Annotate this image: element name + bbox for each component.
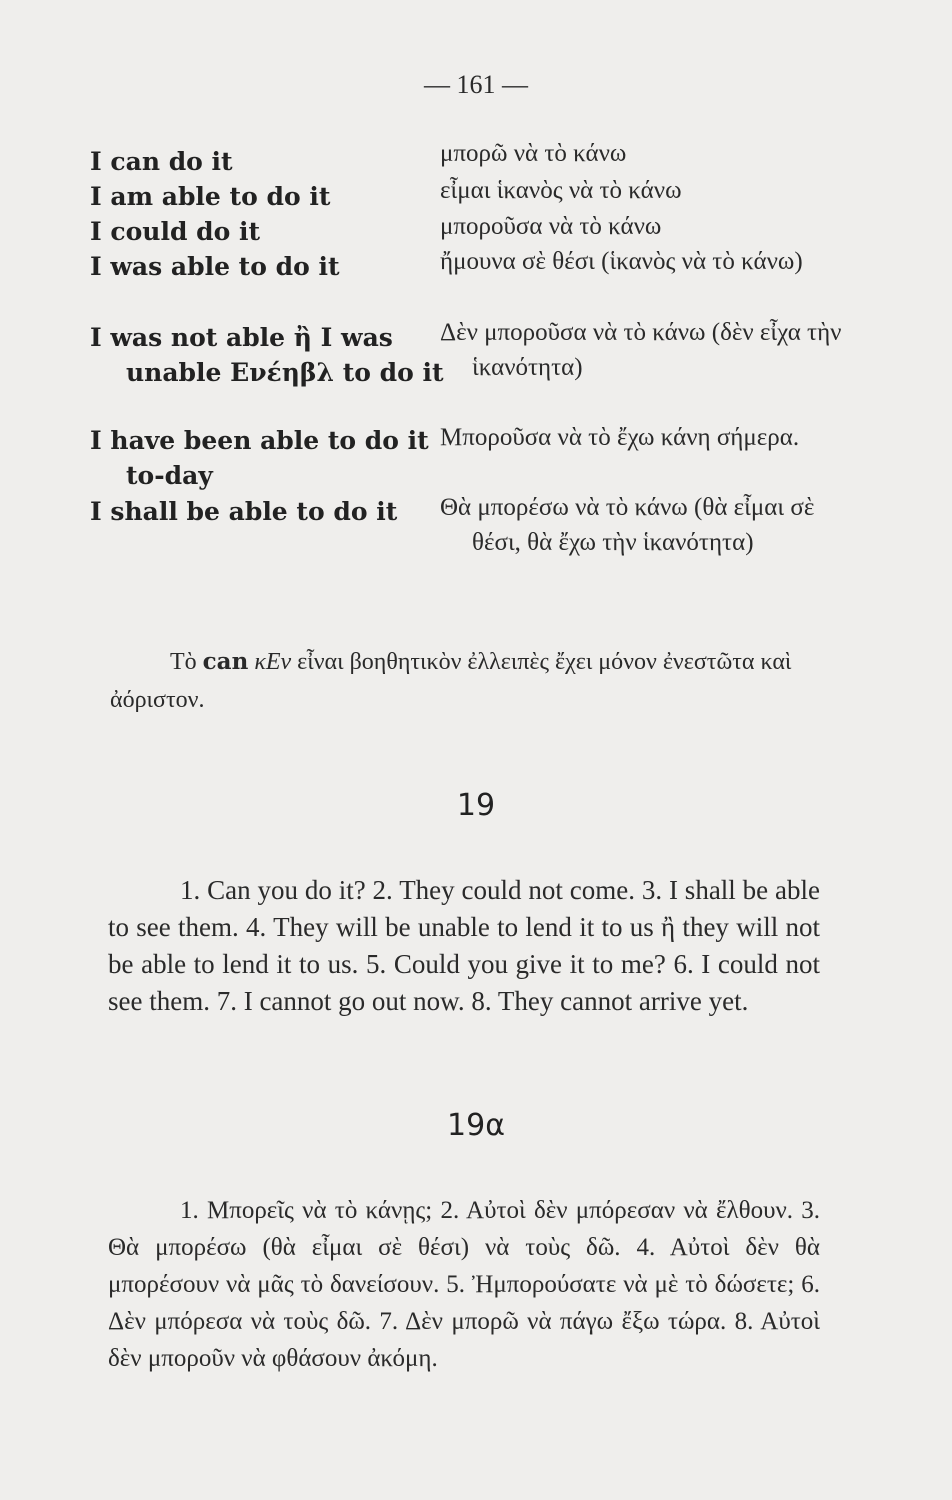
english-phrase: I can do it (90, 147, 233, 176)
english-phrase: I was able to do it (90, 252, 340, 281)
english-phrase: I shall be able to do it (90, 497, 398, 526)
greek-translation: ἤμουνα σὲ θέσι (ἱκανὸς νὰ τὸ κάνω) (440, 248, 803, 275)
greek-translation: μπορῶ νὰ τὸ κάνω (440, 140, 627, 167)
greek-translation: Δὲν μποροῦσα νὰ τὸ κάνω (δὲν εἶχα τὴν ἱκανότητα) (440, 319, 842, 381)
note-pronunciation: κΕν (254, 649, 292, 675)
note-bold-word: can (202, 648, 249, 675)
exercise-19a-heading: 19α (447, 1108, 505, 1143)
exercise-19a-text: 1. Μπορεῖς νὰ τὸ κάνῃς; 2. Αὐτοὶ δὲν μπόρεσαν νὰ ἔλθουν. 3. Θὰ μπορέσω (θὰ εἶμαι σὲ θέσι) νὰ τοὺς δῶ. 4. Αὐτοὶ δὲν θὰ μπορέσουν νὰ μᾶς τὸ δανείσουν. 5. Ἠμπορούσατε νὰ μὲ τὸ δώσετε; 6. Δὲν μπόρεσα νὰ τοὺς δῶ. 7. Δὲν μπορῶ νὰ πάγω ἔξω τώρα. 8. Αὐτοὶ δὲν μποροῦν νὰ φθάσουν ἀκόμη. (108, 1197, 820, 1372)
exercise-19-heading: 19 (456, 788, 496, 823)
english-phrase: I am able to do it (90, 182, 331, 211)
grammar-note (110, 643, 810, 719)
english-phrase: I could do it (90, 217, 261, 246)
greek-translation: Μποροῦσα νὰ τὸ ἔχω κάνη σήμερα. (440, 424, 800, 451)
page-number: — 161 — (424, 70, 528, 99)
exercise-19-text: 1. Can you do it? 2. They could not come. 3. I shall be able to see them. 4. They will be unable to lend it to us ἢ they will not be able to lend it to us. 5. Could you give it to me? 6. I could not see them. 7. I cannot go out now. 8. They cannot arrive yet. (108, 875, 820, 1016)
greek-translation: εἶμαι ἱκανὸς νὰ τὸ κάνω (440, 177, 682, 204)
english-phrase: I was not able ἢ I was unable Ενέηβλ to do it (90, 323, 444, 387)
greek-translation: Θὰ μπορέσω νὰ τὸ κάνω (θὰ εἶμαι σὲ θέσι, θὰ ἔχω τὴν ἱκανότητα) (440, 494, 815, 556)
note-text: εἶναι βοηθητικὸν ἐλλειπὲς ἔχει μόνον ἐνεστῶτα καὶ ἀόριστον. (110, 649, 792, 713)
english-phrase: I have been able to do it to-day (90, 426, 429, 490)
note-prefix: Τὸ (170, 649, 197, 675)
greek-translation: μποροῦσα νὰ τὸ κάνω (440, 213, 662, 240)
